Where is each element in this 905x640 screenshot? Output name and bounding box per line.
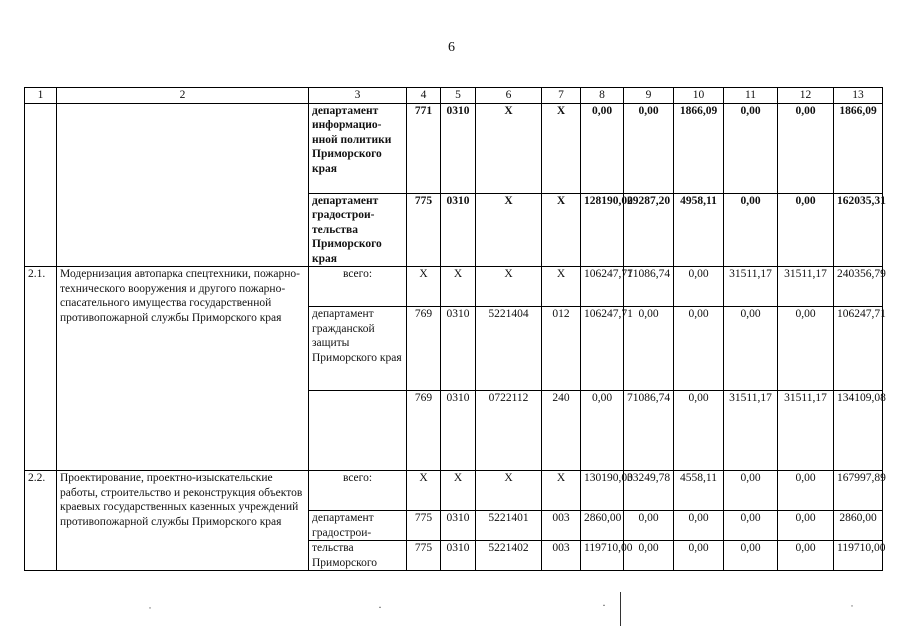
- amount-cell: 0,00: [778, 511, 834, 541]
- amount-cell: 0,00: [724, 471, 778, 511]
- section-cell: X: [441, 471, 476, 511]
- column-number: 3: [309, 88, 407, 104]
- target-article-cell: X: [476, 103, 542, 193]
- scan-speck: ˙: [148, 604, 152, 618]
- executor-cell: департамент градострои-тельства Приморского края: [309, 193, 407, 267]
- column-number: 1: [25, 88, 57, 104]
- amount-cell: 0,00: [624, 307, 674, 391]
- target-article-cell: X: [476, 193, 542, 267]
- scan-speck: ˙: [850, 602, 854, 616]
- expense-type-cell: 012: [542, 307, 581, 391]
- executor-cell: [309, 391, 407, 471]
- executor-cell: всего:: [309, 471, 407, 511]
- amount-cell: 0,00: [674, 267, 724, 307]
- table-row: [25, 103, 883, 193]
- row-number-cell: 2.2.: [25, 471, 57, 571]
- total-cell: 240356,79: [834, 267, 883, 307]
- row-number-cell: 2.1.: [25, 267, 57, 471]
- executor-cell: департамент информацио-нной политики Приморского края: [309, 103, 407, 193]
- amount-cell: 0,00: [724, 193, 778, 267]
- column-number: 4: [407, 88, 441, 104]
- row-number-cell: [25, 103, 57, 267]
- expense-type-cell: X: [542, 103, 581, 193]
- total-cell: 106247,71: [834, 307, 883, 391]
- amount-cell: 119710,00: [581, 541, 624, 571]
- column-number: 12: [778, 88, 834, 104]
- section-cell: 0310: [441, 391, 476, 471]
- amount-cell: 0,00: [778, 471, 834, 511]
- total-cell: 119710,00: [834, 541, 883, 571]
- code-cell: 771: [407, 103, 441, 193]
- column-number: 2: [57, 88, 309, 104]
- section-cell: X: [441, 267, 476, 307]
- code-cell: X: [407, 267, 441, 307]
- amount-cell: 0,00: [674, 307, 724, 391]
- amount-cell: 0,00: [778, 541, 834, 571]
- table-row: [25, 471, 883, 511]
- amount-cell: 128190,00: [581, 193, 624, 267]
- amount-cell: 0,00: [674, 511, 724, 541]
- amount-cell: 31511,17: [778, 267, 834, 307]
- code-cell: 775: [407, 541, 441, 571]
- scan-speck: ·: [378, 600, 382, 614]
- amount-cell: 130190,00: [581, 471, 624, 511]
- section-cell: 0310: [441, 193, 476, 267]
- code-cell: 769: [407, 307, 441, 391]
- measure-name-cell: Модернизация автопарка спецтехники, пожарно-технического вооружения и другого пожарно-спасательного имущества государственной противопожарной службы Приморского края: [57, 267, 309, 471]
- target-article-cell: X: [476, 471, 542, 511]
- expense-type-cell: 003: [542, 511, 581, 541]
- amount-cell: 0,00: [778, 307, 834, 391]
- executor-cell: департамент гражданской защиты Приморского края: [309, 307, 407, 391]
- total-cell: 2860,00: [834, 511, 883, 541]
- budget-table: [24, 87, 886, 571]
- executor-cell: тельства Приморского: [309, 541, 407, 571]
- target-article-cell: 5221401: [476, 511, 542, 541]
- amount-cell: 0,00: [724, 307, 778, 391]
- target-article-cell: X: [476, 267, 542, 307]
- executor-cell: всего:: [309, 267, 407, 307]
- total-cell: 1866,09: [834, 103, 883, 193]
- amount-cell: 0,00: [778, 193, 834, 267]
- total-cell: 162035,31: [834, 193, 883, 267]
- expense-type-cell: X: [542, 267, 581, 307]
- amount-cell: 1866,09: [674, 103, 724, 193]
- amount-cell: 0,00: [624, 541, 674, 571]
- amount-cell: 0,00: [581, 391, 624, 471]
- expense-type-cell: X: [542, 471, 581, 511]
- amount-cell: 0,00: [581, 103, 624, 193]
- scan-speck: ·: [602, 598, 606, 612]
- amount-cell: 4958,11: [674, 193, 724, 267]
- code-cell: 775: [407, 511, 441, 541]
- amount-cell: 0,00: [778, 103, 834, 193]
- amount-cell: 31511,17: [724, 267, 778, 307]
- column-number: 6: [476, 88, 542, 104]
- amount-cell: 0,00: [724, 541, 778, 571]
- column-number: 10: [674, 88, 724, 104]
- target-article-cell: 5221404: [476, 307, 542, 391]
- column-number: 11: [724, 88, 778, 104]
- total-cell: 134109,08: [834, 391, 883, 471]
- column-number: 5: [441, 88, 476, 104]
- total-cell: 167997,89: [834, 471, 883, 511]
- column-number: 8: [581, 88, 624, 104]
- section-cell: 0310: [441, 541, 476, 571]
- amount-cell: 106247,71: [581, 307, 624, 391]
- amount-cell: 0,00: [674, 541, 724, 571]
- amount-cell: 71086,74: [624, 391, 674, 471]
- column-number: 13: [834, 88, 883, 104]
- table-row: [25, 267, 883, 307]
- expense-type-cell: 240: [542, 391, 581, 471]
- measure-name-cell: Проектирование, проектно-изыскательские работы, строительство и реконструкция объектов краевых государственных казенных учреждений противопожарной службы Приморского края: [57, 471, 309, 571]
- amount-cell: 71086,74: [624, 267, 674, 307]
- amount-cell: 0,00: [724, 103, 778, 193]
- section-cell: 0310: [441, 103, 476, 193]
- target-article-cell: 0722112: [476, 391, 542, 471]
- column-number: 7: [542, 88, 581, 104]
- code-cell: 769: [407, 391, 441, 471]
- target-article-cell: 5221402: [476, 541, 542, 571]
- amount-cell: 106247,71: [581, 267, 624, 307]
- amount-cell: 0,00: [724, 511, 778, 541]
- amount-cell: 4558,11: [674, 471, 724, 511]
- amount-cell: 29287,20: [624, 193, 674, 267]
- code-cell: X: [407, 471, 441, 511]
- amount-cell: 0,00: [624, 511, 674, 541]
- section-cell: 0310: [441, 307, 476, 391]
- amount-cell: 31511,17: [724, 391, 778, 471]
- expense-type-cell: X: [542, 193, 581, 267]
- amount-cell: 31511,17: [778, 391, 834, 471]
- section-cell: 0310: [441, 511, 476, 541]
- page-number: 6: [448, 40, 455, 55]
- expense-type-cell: 003: [542, 541, 581, 571]
- scan-line: [620, 592, 621, 626]
- amount-cell: 2860,00: [581, 511, 624, 541]
- code-cell: 775: [407, 193, 441, 267]
- amount-cell: 0,00: [674, 391, 724, 471]
- amount-cell: 0,00: [624, 103, 674, 193]
- column-number: 9: [624, 88, 674, 104]
- amount-cell: 33249,78: [624, 471, 674, 511]
- column-number-row: [25, 88, 883, 104]
- executor-cell: департамент градострои-: [309, 511, 407, 541]
- measure-name-cell: [57, 103, 309, 267]
